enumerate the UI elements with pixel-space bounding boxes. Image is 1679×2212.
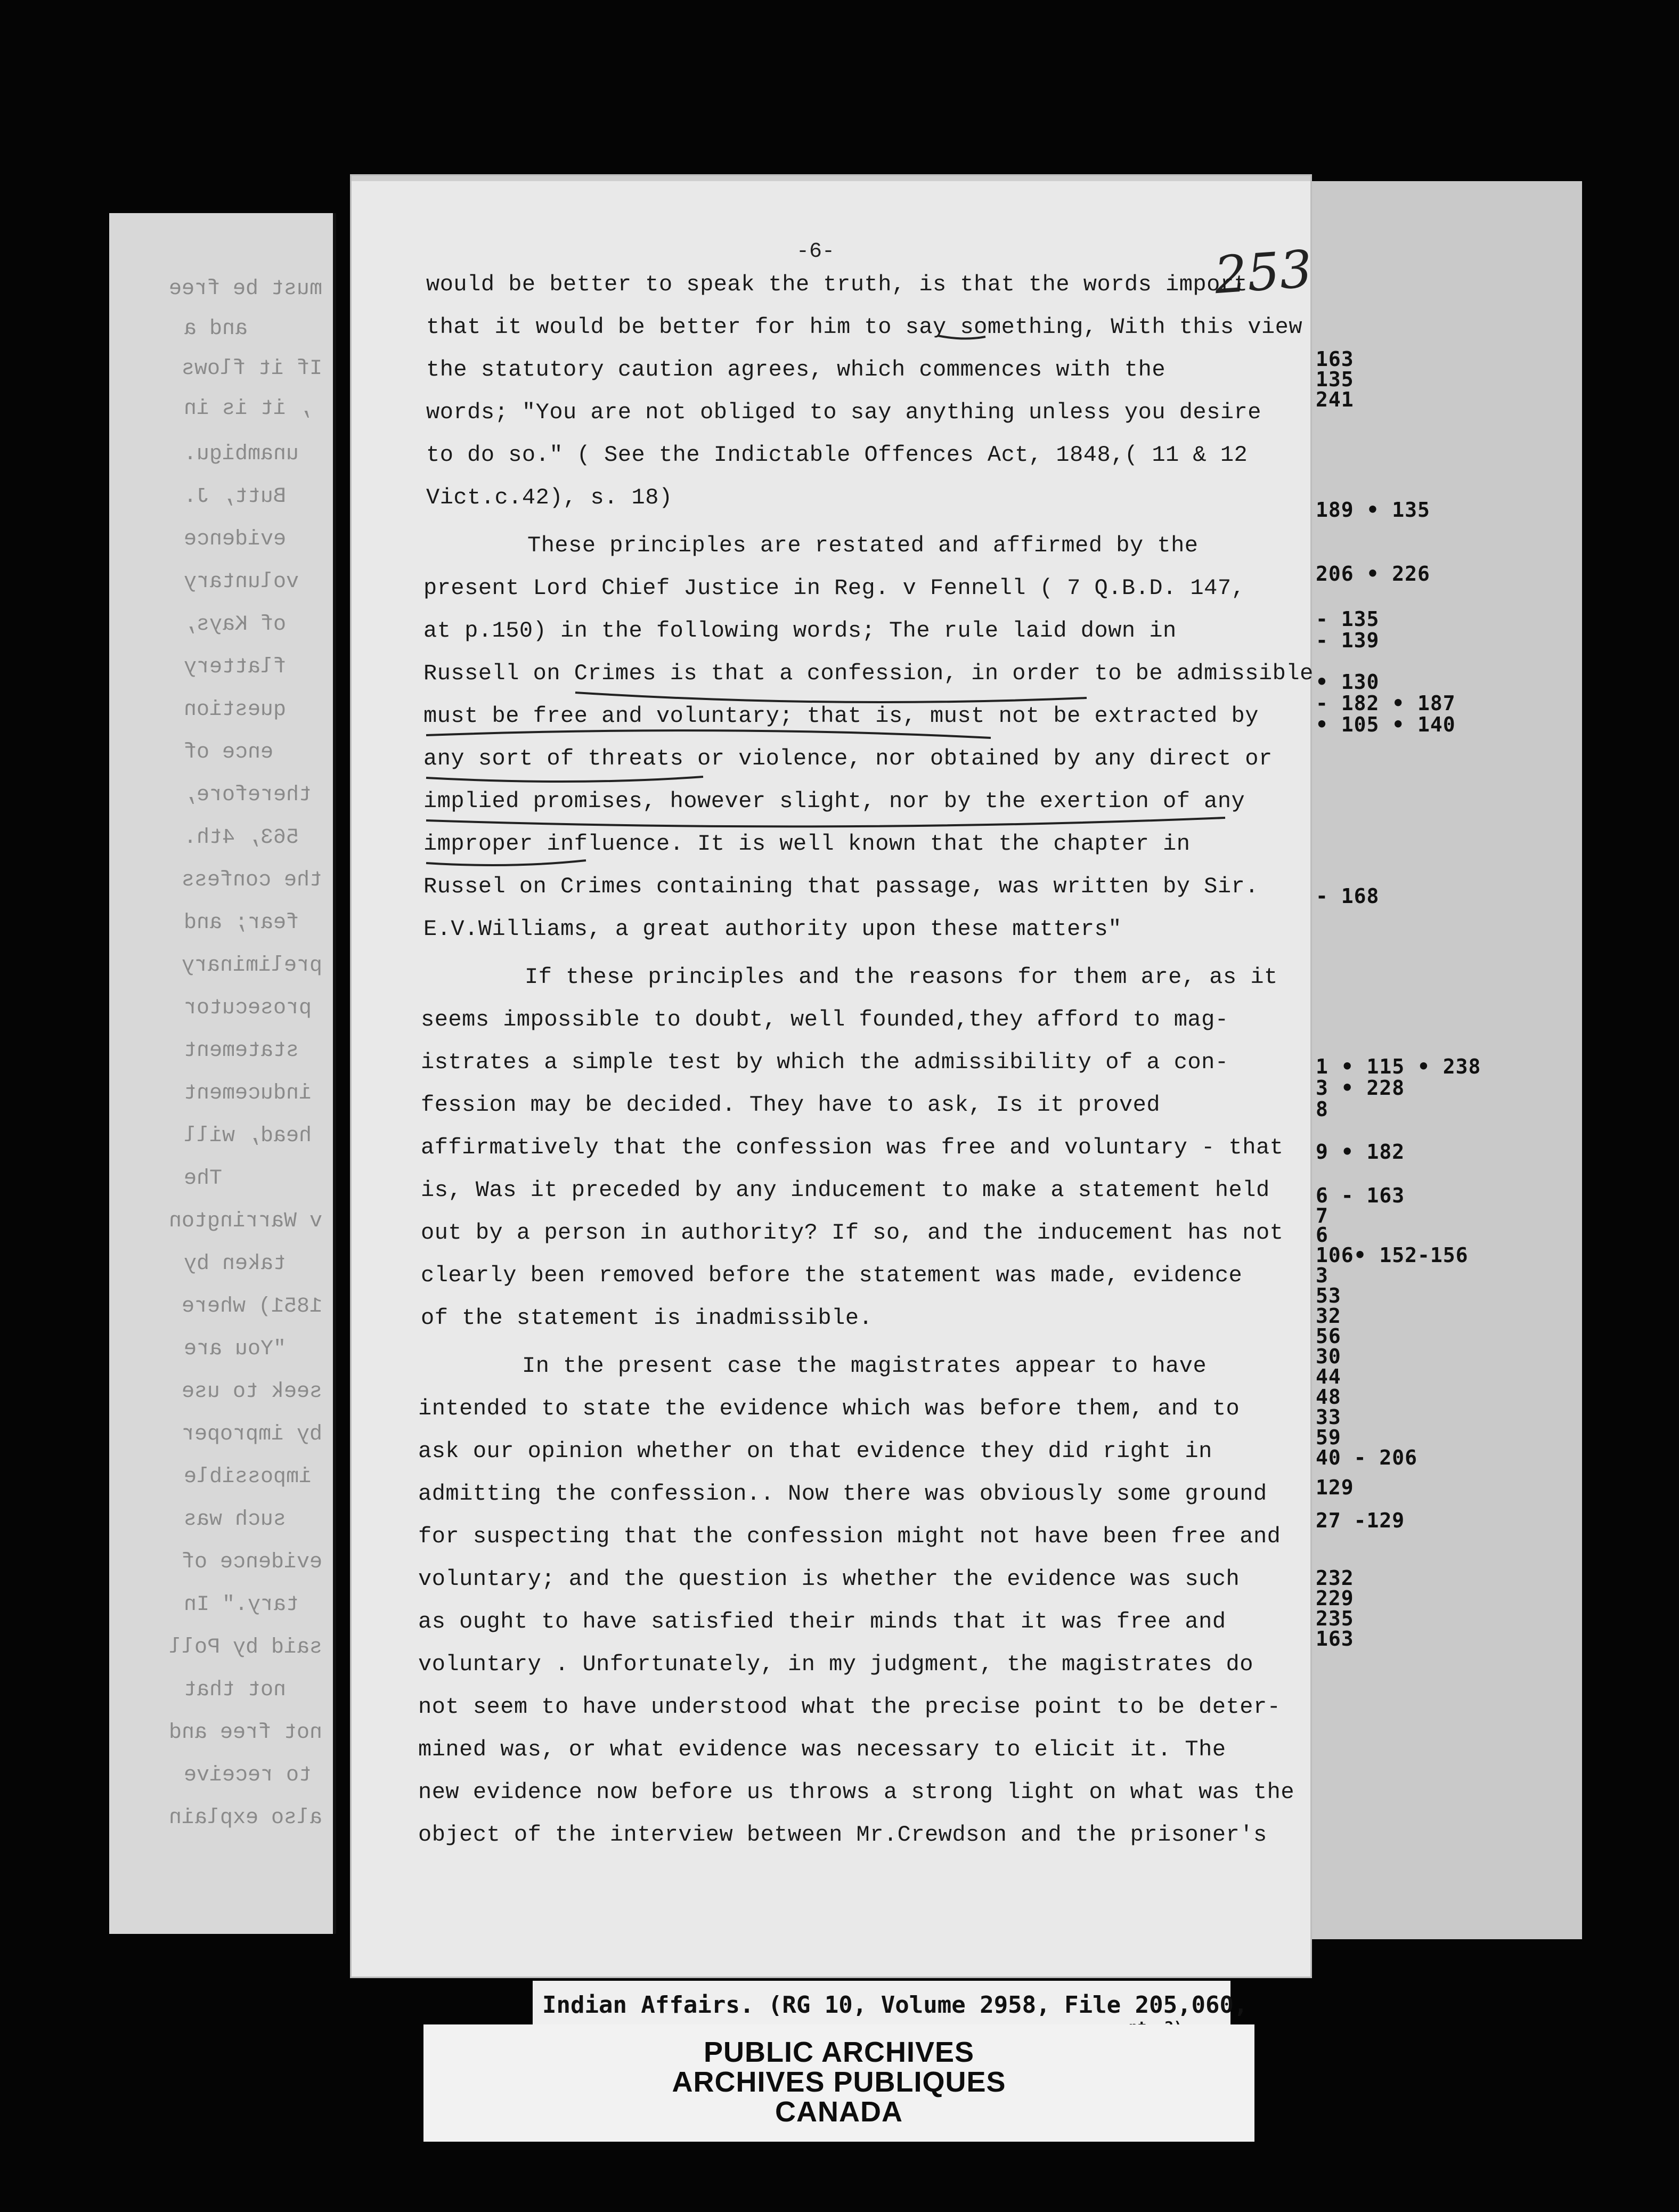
archive-reference-text: Indian Affairs. (RG 10, Volume 2958, File 205,060, bbox=[542, 1991, 1248, 2019]
left-page-fragment: said by Poll bbox=[168, 1636, 322, 1660]
index-number: - 139 bbox=[1316, 629, 1380, 652]
text-line: These principles are restated and affirmed by the bbox=[527, 533, 1199, 558]
archives-line-french: ARCHIVES PUBLIQUES bbox=[672, 2066, 1006, 2098]
page-number: -6- bbox=[796, 240, 835, 264]
index-number: • 130 bbox=[1316, 670, 1380, 694]
index-number: 129 bbox=[1316, 1476, 1354, 1499]
public-archives-stamp bbox=[423, 2024, 1254, 2142]
index-number: 229 bbox=[1316, 1587, 1354, 1610]
text-line: Russell on Crimes is that a confession, in order to be admissible bbox=[423, 661, 1314, 686]
left-page-fragment: voluntary bbox=[184, 570, 299, 594]
left-page-fragment: If it flows bbox=[181, 357, 322, 381]
index-number: 3 bbox=[1316, 1264, 1328, 1287]
index-number: 59 bbox=[1316, 1426, 1341, 1449]
text-line: Russel on Crimes containing that passage, was written by Sir. bbox=[423, 874, 1259, 899]
text-line: not seem to have understood what the precise point to be deter- bbox=[418, 1694, 1281, 1720]
left-page-fragment: the confess bbox=[181, 868, 322, 892]
left-page-fragment: v Warrington bbox=[168, 1209, 322, 1233]
text-line: for suspecting that the confession might not have been free and bbox=[418, 1524, 1281, 1549]
left-page-fragment: head, will bbox=[184, 1124, 312, 1148]
text-line: fession may be decided. They have to ask, Is it proved bbox=[421, 1092, 1161, 1118]
index-number: 1 • 115 • 238 bbox=[1316, 1055, 1481, 1078]
index-number: 40 - 206 bbox=[1316, 1446, 1418, 1469]
left-page-fragment: to receive bbox=[184, 1763, 312, 1787]
left-page-fragment: 1851) where bbox=[181, 1295, 322, 1319]
left-page-fragment: Butt, J. bbox=[184, 485, 287, 509]
text-line: E.V.Williams, a great authority upon these matters" bbox=[423, 916, 1122, 942]
left-page-fragment: taken by bbox=[184, 1252, 287, 1276]
index-number: 6 - 163 bbox=[1316, 1184, 1405, 1207]
index-number: 56 bbox=[1316, 1324, 1341, 1348]
left-page-fragment: not that bbox=[184, 1678, 287, 1702]
index-number: 33 bbox=[1316, 1405, 1341, 1429]
text-line: object of the interview between Mr.Crewdson and the prisoner's bbox=[418, 1822, 1267, 1848]
text-line: mined was, or what evidence was necessary to elicit it. The bbox=[418, 1737, 1226, 1762]
main-document-page bbox=[352, 176, 1314, 1977]
text-line: as ought to have satisfied their minds that it was free and bbox=[418, 1609, 1226, 1634]
left-page-fragment: preliminary bbox=[181, 954, 322, 978]
handwritten-folio-number: 253 bbox=[1212, 239, 1314, 306]
left-page-fragment: flattery bbox=[184, 655, 287, 679]
index-number: 163 bbox=[1316, 1627, 1354, 1650]
left-page-fragment: therefore, bbox=[184, 783, 312, 807]
left-page-fragment: inducement bbox=[184, 1081, 312, 1105]
text-line: If these principles and the reasons for them are, as it bbox=[525, 964, 1278, 990]
index-number: 3 • 228 bbox=[1316, 1076, 1405, 1100]
text-line: intended to state the evidence which was before them, and to bbox=[418, 1396, 1240, 1421]
left-page-fragment: tary." In bbox=[184, 1593, 299, 1617]
left-page-fragment: question bbox=[184, 698, 287, 722]
left-page-fragment: not free and bbox=[168, 1721, 322, 1745]
index-number: 189 • 135 bbox=[1316, 498, 1430, 522]
index-number: 48 bbox=[1316, 1385, 1341, 1409]
text-line: istrates a simple test by which the admissibility of a con- bbox=[421, 1050, 1229, 1075]
left-page-fragment: "You are bbox=[184, 1337, 287, 1361]
left-page-fragment: must be free bbox=[168, 277, 322, 301]
index-number: 163 bbox=[1316, 347, 1354, 371]
text-line: out by a person in authority? If so, and the inducement has not bbox=[421, 1220, 1284, 1246]
text-line: of the statement is inadmissible. bbox=[421, 1305, 873, 1331]
left-page-fragment: statement bbox=[184, 1039, 299, 1063]
index-number: 53 bbox=[1316, 1284, 1341, 1307]
left-page-fragment: evidence of bbox=[181, 1550, 322, 1574]
left-page-fragment: also explain bbox=[168, 1806, 322, 1830]
index-number-column bbox=[1316, 325, 1566, 1684]
text-line: voluntary; and the question is whether the evidence was such bbox=[418, 1566, 1240, 1592]
left-page-fragment: and a bbox=[184, 317, 248, 341]
left-adjacent-page bbox=[109, 213, 336, 1934]
index-number: 32 bbox=[1316, 1304, 1341, 1328]
index-number: 135 bbox=[1316, 368, 1354, 391]
left-page-fragment: The bbox=[184, 1167, 223, 1191]
left-page-fragment: by improper bbox=[181, 1422, 322, 1446]
index-number: - 182 • 187 bbox=[1316, 692, 1456, 715]
index-number: 235 bbox=[1316, 1607, 1354, 1630]
left-page-fragment: prosecutor bbox=[184, 996, 312, 1020]
text-line: to do so." ( See the Indictable Offences Act, 1848,( 11 & 12 bbox=[426, 442, 1248, 468]
left-page-fragment: evidence bbox=[184, 527, 287, 551]
index-number: 241 bbox=[1316, 388, 1354, 411]
text-line: affirmatively that the confession was free and voluntary - that bbox=[421, 1135, 1284, 1160]
index-number: - 135 bbox=[1316, 607, 1380, 631]
text-line: that it would be better for him to say something, With this view bbox=[426, 314, 1303, 340]
text-line: must be free and voluntary; that is, must not be extracted by bbox=[423, 703, 1259, 729]
text-line: Vict.c.42), s. 18) bbox=[426, 485, 673, 510]
left-page-fragment: impossible bbox=[184, 1465, 312, 1489]
index-number: • 105 • 140 bbox=[1316, 713, 1456, 736]
index-number: - 168 bbox=[1316, 884, 1380, 908]
text-line: implied promises, however slight, nor by the exertion of any bbox=[423, 788, 1245, 814]
index-number: 30 bbox=[1316, 1345, 1341, 1368]
index-number: 232 bbox=[1316, 1566, 1354, 1590]
text-line: is, Was it preceded by any inducement to make a statement held bbox=[421, 1177, 1270, 1203]
text-line: any sort of threats or violence, nor obtained by any direct or bbox=[423, 746, 1273, 771]
index-number: 8 bbox=[1316, 1097, 1328, 1121]
index-number: 44 bbox=[1316, 1365, 1341, 1388]
handwritten-underlines bbox=[352, 181, 1310, 1977]
text-line: clearly been removed before the statement was made, evidence bbox=[421, 1263, 1243, 1288]
text-line: the statutory caution agrees, which commences with the bbox=[426, 357, 1166, 383]
text-line: admitting the confession.. Now there was obviously some ground bbox=[418, 1481, 1267, 1507]
left-page-fragment: , it is in bbox=[184, 397, 312, 421]
index-number: 6 bbox=[1316, 1223, 1328, 1247]
text-line: In the present case the magistrates appear to have bbox=[522, 1353, 1207, 1379]
archives-line-country: CANADA bbox=[775, 2096, 903, 2128]
left-page-fragment: fear; and bbox=[184, 911, 299, 935]
text-line: voluntary . Unfortunately, in my judgment, the magistrates do bbox=[418, 1652, 1253, 1677]
text-line: present Lord Chief Justice in Reg. v Fennell ( 7 Q.B.D. 147, bbox=[423, 575, 1245, 601]
text-line: at p.150) in the following words; The rule laid down in bbox=[423, 618, 1177, 644]
text-line: would be better to speak the truth, is that the words import bbox=[426, 272, 1248, 297]
left-page-fragment: ence of bbox=[184, 741, 274, 765]
index-number: 7 bbox=[1316, 1204, 1328, 1227]
text-line: improper influence. It is well known that the chapter in bbox=[423, 831, 1191, 857]
left-page-fragment: of Kays, bbox=[184, 613, 287, 637]
index-number: 27 -129 bbox=[1316, 1509, 1405, 1532]
left-page-fragment: seek to use bbox=[181, 1380, 322, 1404]
text-line: ask our opinion whether on that evidence they did right in bbox=[418, 1438, 1212, 1464]
left-page-fragment: such was bbox=[184, 1508, 287, 1532]
text-line: new evidence now before us throws a strong light on what was the bbox=[418, 1779, 1295, 1805]
index-number: 9 • 182 bbox=[1316, 1140, 1405, 1164]
index-number: 106• 152-156 bbox=[1316, 1243, 1469, 1267]
index-number: 206 • 226 bbox=[1316, 562, 1430, 585]
text-line: seems impossible to doubt, well founded,they afford to mag- bbox=[421, 1007, 1229, 1032]
text-line: words; "You are not obliged to say anything unless you desire bbox=[426, 400, 1261, 425]
left-page-fragment: unambigu. bbox=[184, 442, 299, 466]
left-page-fragment: 563, 4th. bbox=[184, 826, 299, 850]
archives-line-english: PUBLIC ARCHIVES bbox=[703, 2036, 975, 2068]
